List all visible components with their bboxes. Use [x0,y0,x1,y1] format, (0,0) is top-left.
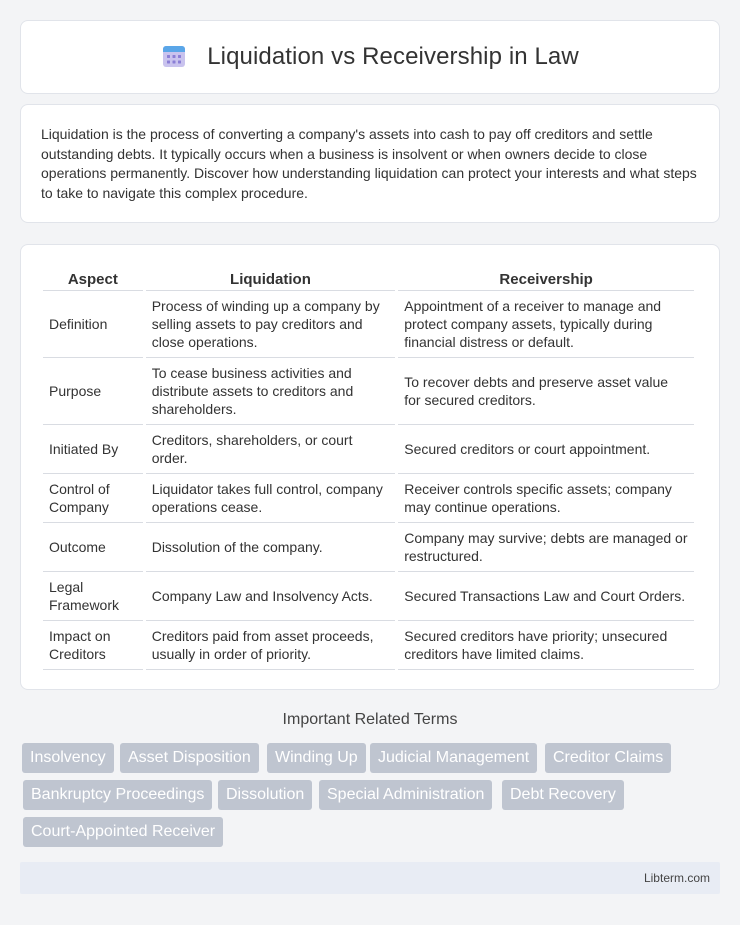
row-receivership: Secured creditors or court appointment. [398,425,694,474]
table-row [43,621,694,670]
row-liquidation: Creditors, shareholders, or court order. [146,425,396,474]
related-terms-title: Important Related Terms [282,711,458,728]
row-liquidation: Liquidator takes full control, company operations cease. [146,474,396,523]
row-receivership: Secured Transactions Law and Court Orders. [398,572,694,621]
page-title: Liquidation vs Receivership in Law [207,43,579,70]
term-tag-insolvency[interactable]: Insolvency [22,743,114,773]
row-receivership: Receiver controls specific assets; company may continue operations. [398,474,694,523]
table-row [43,358,694,425]
footer-site-link[interactable]: Libterm.com [643,871,710,885]
term-tag-creditor-claims[interactable]: Creditor Claims [545,743,671,773]
row-liquidation: Company Law and Insolvency Acts. [146,572,396,621]
table-row [43,474,694,523]
intro-card [20,104,720,223]
row-aspect: Control of Company [43,474,143,523]
row-aspect: Outcome [43,523,143,572]
row-receivership: Company may survive; debts are managed or restructured. [398,523,694,572]
intro-text: Liquidation is the process of converting a company's assets into cash to pay off creditors and settle outstanding debts. It typically occurs when a business is insolvent or when owners decide to close operations permanently. Discover how understanding liquidation can protect your interests and what steps to take to navigate this complex procedure. [41,126,697,201]
table-header-row [43,263,694,291]
row-aspect: Initiated By [43,425,143,474]
table-row [43,425,694,474]
header-aspect: Aspect [43,263,143,291]
comparison-table [40,263,697,670]
term-tag-bankruptcy-proceedings[interactable]: Bankruptcy Proceedings [23,780,212,810]
term-tag-judicial-management[interactable]: Judicial Management [370,743,537,773]
header-liquidation: Liquidation [146,263,396,291]
term-tag-court-appointed-receiver[interactable]: Court-Appointed Receiver [23,817,223,847]
row-liquidation: Process of winding up a company by selling assets to pay creditors and close operations. [146,291,396,358]
term-tag-special-administration[interactable]: Special Administration [319,780,492,810]
row-receivership: Secured creditors have priority; unsecured creditors have limited claims. [398,621,694,670]
footer [20,862,720,894]
row-liquidation: Creditors paid from asset proceeds, usually in order of priority. [146,621,396,670]
row-aspect: Definition [43,291,143,358]
comparison-card [20,244,720,690]
term-tag-asset-disposition[interactable]: Asset Disposition [120,743,259,773]
row-aspect: Legal Framework [43,572,143,621]
term-tag-winding-up[interactable]: Winding Up [267,743,366,773]
header-receivership: Receivership [398,263,694,291]
row-liquidation: Dissolution of the company. [146,523,396,572]
term-tag-dissolution[interactable]: Dissolution [218,780,312,810]
table-row [43,291,694,358]
row-aspect: Impact on Creditors [43,621,143,670]
term-tag-debt-recovery[interactable]: Debt Recovery [502,780,624,810]
table-row [43,523,694,572]
row-liquidation: To cease business activities and distribute assets to creditors and shareholders. [146,358,396,425]
row-receivership: Appointment of a receiver to manage and protect company assets, typically during financial distress or default. [398,291,694,358]
row-aspect: Purpose [43,358,143,425]
row-receivership: To recover debts and preserve asset value for secured creditors. [398,358,694,425]
calendar-icon [161,43,187,69]
table-row [43,572,694,621]
page-header [20,20,720,94]
